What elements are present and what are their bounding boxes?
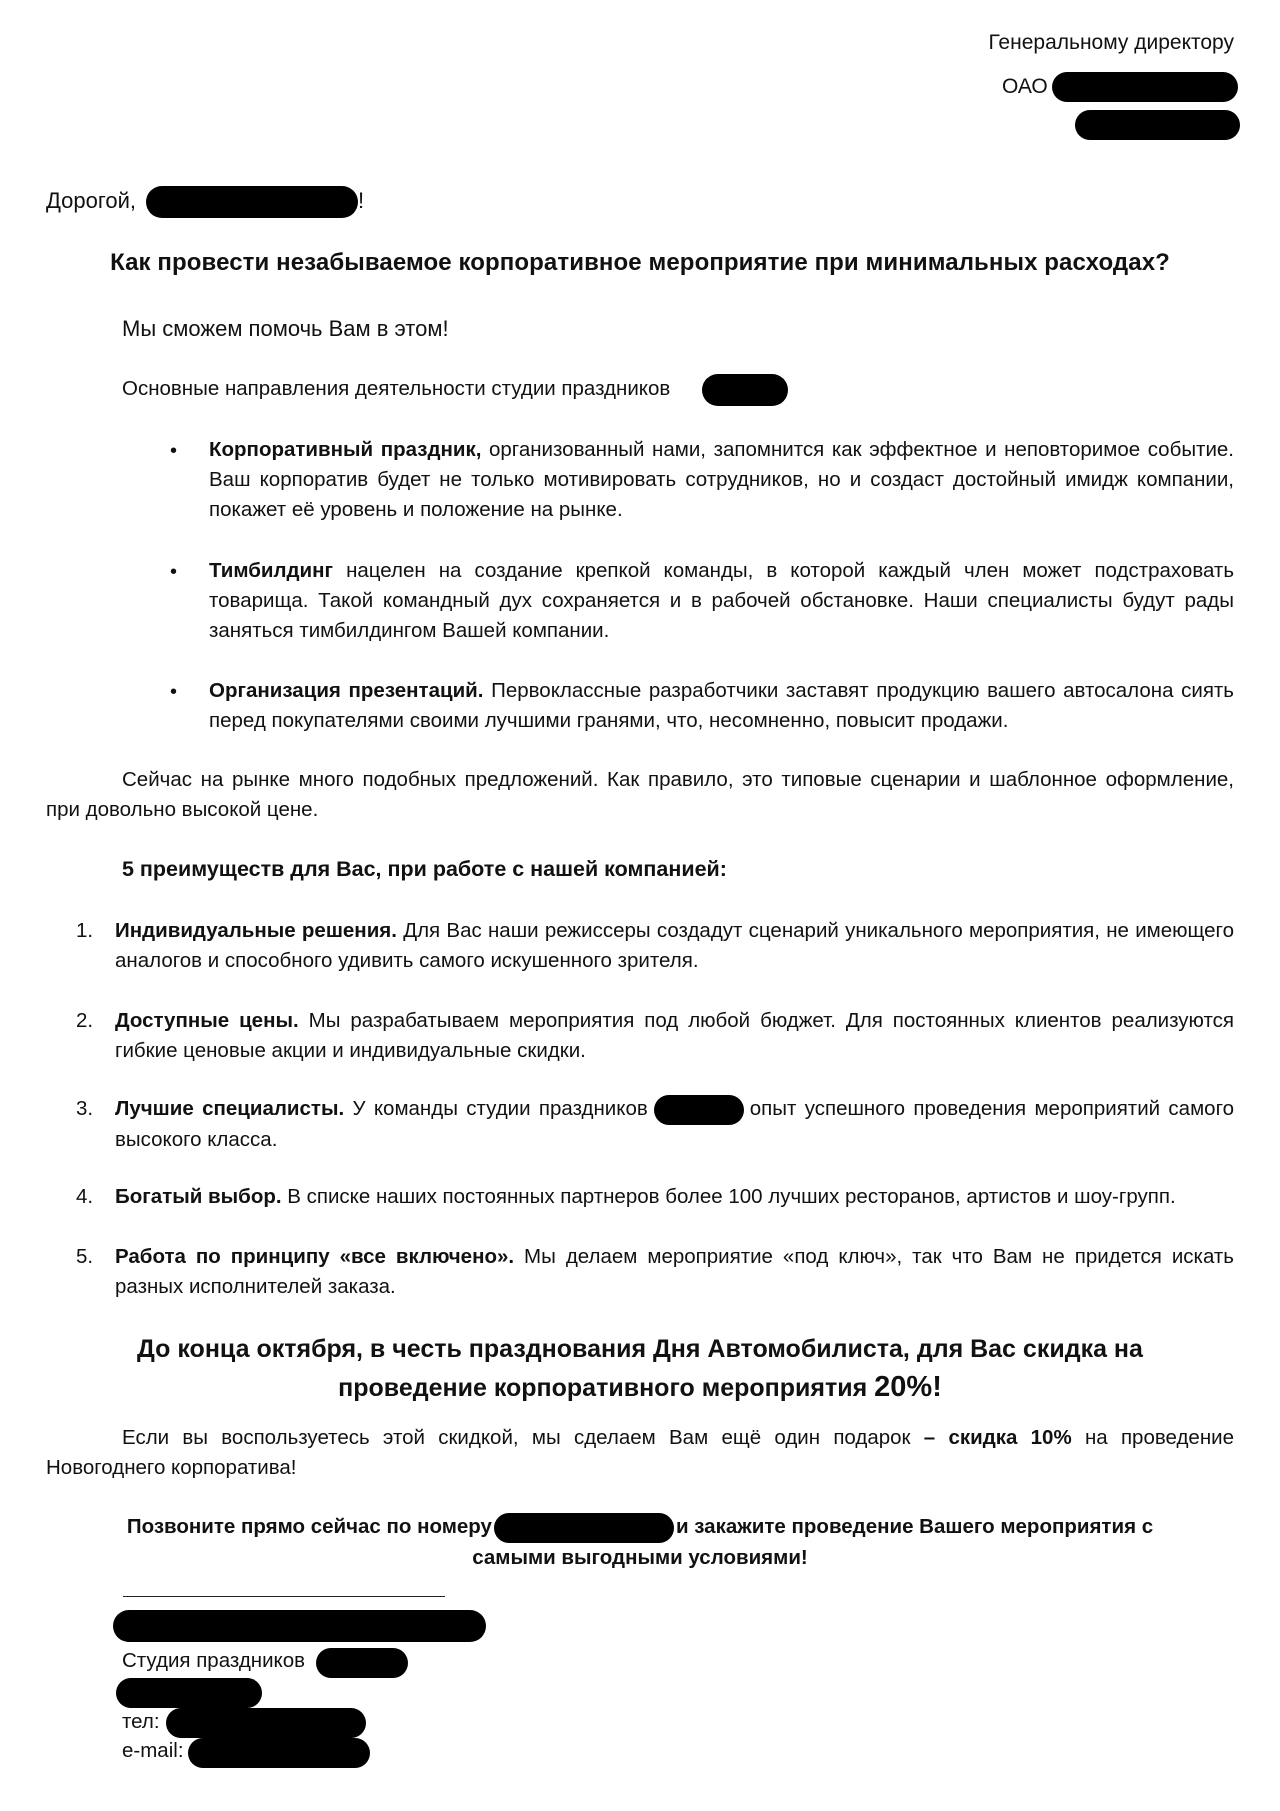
market-paragraph: Сейчас на рынке много подобных предложений. Как правило, это типовые сценарии и шаблонное оформление, при довольно высокой цене.: [46, 768, 1234, 821]
redacted-director-name: [1075, 110, 1240, 140]
advantage-num-2: 2.: [76, 1009, 94, 1032]
advantage-item-3: [115, 1094, 1234, 1155]
direction-title: Тимбилдинг: [209, 559, 334, 582]
direction-title: Корпоративный праздник,: [209, 438, 482, 461]
advantage-item-4: [115, 1182, 1234, 1212]
redacted-address: [116, 1678, 262, 1708]
call-to-action: [40, 1512, 1240, 1573]
advantage-title: Индивидуальные решения.: [115, 919, 397, 942]
greeting-exclaim: !: [358, 188, 365, 213]
direction-text: Первоклассные разработчики заставят продукцию вашего автосалона сиять перед покупателями своими лучшими гранями, что, несомненно, повысит продажи.: [209, 679, 1234, 732]
direction-item-teambuilding: [209, 556, 1234, 646]
redacted-studio-name: [702, 374, 788, 406]
redacted-inline-studio: [654, 1095, 744, 1125]
advantage-num-5: 5.: [76, 1245, 94, 1268]
advantage-text: Мы делаем мероприятие «под ключ», так что Вам не придется искать разных исполнителей заказа.: [115, 1245, 1234, 1298]
signature-line: [123, 1596, 445, 1597]
direction-text: нацелен на создание крепкой команды, в которой каждый член может подстраховать товарища. Такой командный дух сохраняется и в рабочей обстановке. Наши специалисты будут рады заняться тимбилдингом Вашей компании.: [209, 559, 1234, 642]
redacted-recipient-name: [146, 186, 358, 218]
advantage-item-2: [115, 1006, 1234, 1066]
advantage-num-3: 3.: [76, 1097, 94, 1120]
redacted-phone: [494, 1513, 674, 1543]
bullet-2: •: [170, 561, 178, 583]
directions-intro: Основные направления деятельности студии праздников: [122, 377, 671, 400]
advantage-text-after: опыт успешного проведения мероприятий самого высокого класса.: [115, 1097, 1234, 1151]
advantage-text-before: У команды студии праздников: [344, 1097, 648, 1120]
promo-line-2: проведение корпоративного мероприятия 20%!: [338, 1371, 942, 1403]
advantage-title: Работа по принципу «все включено».: [115, 1245, 515, 1268]
promo-line-1: До конца октября, в честь празднования Дня Автомобилиста, для Вас скидка на: [137, 1335, 1143, 1363]
direction-text: организованный нами, запомнится как эффектное и неповторимое событие. Ваш корпоратив будет не только мотивировать сотрудников, но и создаст достойный имидж компании, покажет её уровень и положение на рынке.: [209, 438, 1234, 521]
recipient-title: Генеральному директору: [988, 31, 1234, 54]
promo-percent: 20%!: [874, 1371, 942, 1403]
lead-text: Мы сможем помочь Вам в этом!: [122, 316, 449, 341]
redacted-signatory: [113, 1610, 486, 1642]
advantage-num-1: 1.: [76, 919, 94, 942]
call-line-2: самыми выгодными условиями!: [472, 1545, 808, 1569]
direction-item-presentations: [209, 676, 1234, 736]
advantage-title: Лучшие специалисты.: [115, 1097, 345, 1120]
advantage-text: Мы разрабатываем мероприятия под любой бюджет. Для постоянных клиентов реализуются гибкие ценовые акции и индивидуальные скидки.: [115, 1009, 1234, 1062]
advantage-title: Доступные цены.: [115, 1009, 299, 1032]
bonus-discount: – скидка 10%: [923, 1426, 1072, 1449]
redacted-company-name: [1052, 72, 1238, 102]
company-prefix: ОАО: [1002, 75, 1048, 98]
greeting-salutation: Дорогой,: [46, 188, 137, 213]
redacted-tel: [166, 1708, 366, 1738]
signature-email-label: e-mail:: [122, 1739, 184, 1762]
advantage-num-4: 4.: [76, 1185, 94, 1208]
advantage-item-5: [115, 1242, 1234, 1302]
advantage-text: В списке наших постоянных партнеров более 100 лучших ресторанов, артистов и шоу-групп.: [281, 1185, 1176, 1208]
advantage-title: Богатый выбор.: [115, 1185, 282, 1208]
signature-tel-label: тел:: [122, 1710, 160, 1733]
bonus-paragraph: Если вы воспользуетесь этой скидкой, мы сделаем Вам ещё один подарок – скидка 10% на проведение Новогоднего корпоратива!: [46, 1426, 1234, 1479]
redacted-studio-name-signature: [316, 1648, 408, 1678]
direction-title: Организация презентаций.: [209, 679, 484, 702]
bullet-1: •: [170, 440, 178, 462]
promo-offer: [40, 1330, 1240, 1407]
signature-studio-label: Студия праздников: [122, 1649, 306, 1672]
advantage-text: Для Вас наши режиссеры создадут сценарий уникального мероприятия, не имеющего аналогов и способного удивить самого искушенного зрителя.: [115, 919, 1234, 972]
advantage-item-1: [115, 916, 1234, 976]
advantages-title: 5 преимуществ для Вас, при работе с нашей компанией:: [122, 857, 727, 881]
call-line-1: Позвоните прямо сейчас по номеру и закажите проведение Вашего мероприятия с: [40, 1512, 1240, 1543]
direction-item-corporate: [209, 435, 1234, 525]
bullet-3: •: [170, 681, 178, 703]
redacted-email: [188, 1738, 370, 1768]
page-title: Как провести незабываемое корпоративное мероприятие при минимальных расходах?: [110, 249, 1170, 276]
